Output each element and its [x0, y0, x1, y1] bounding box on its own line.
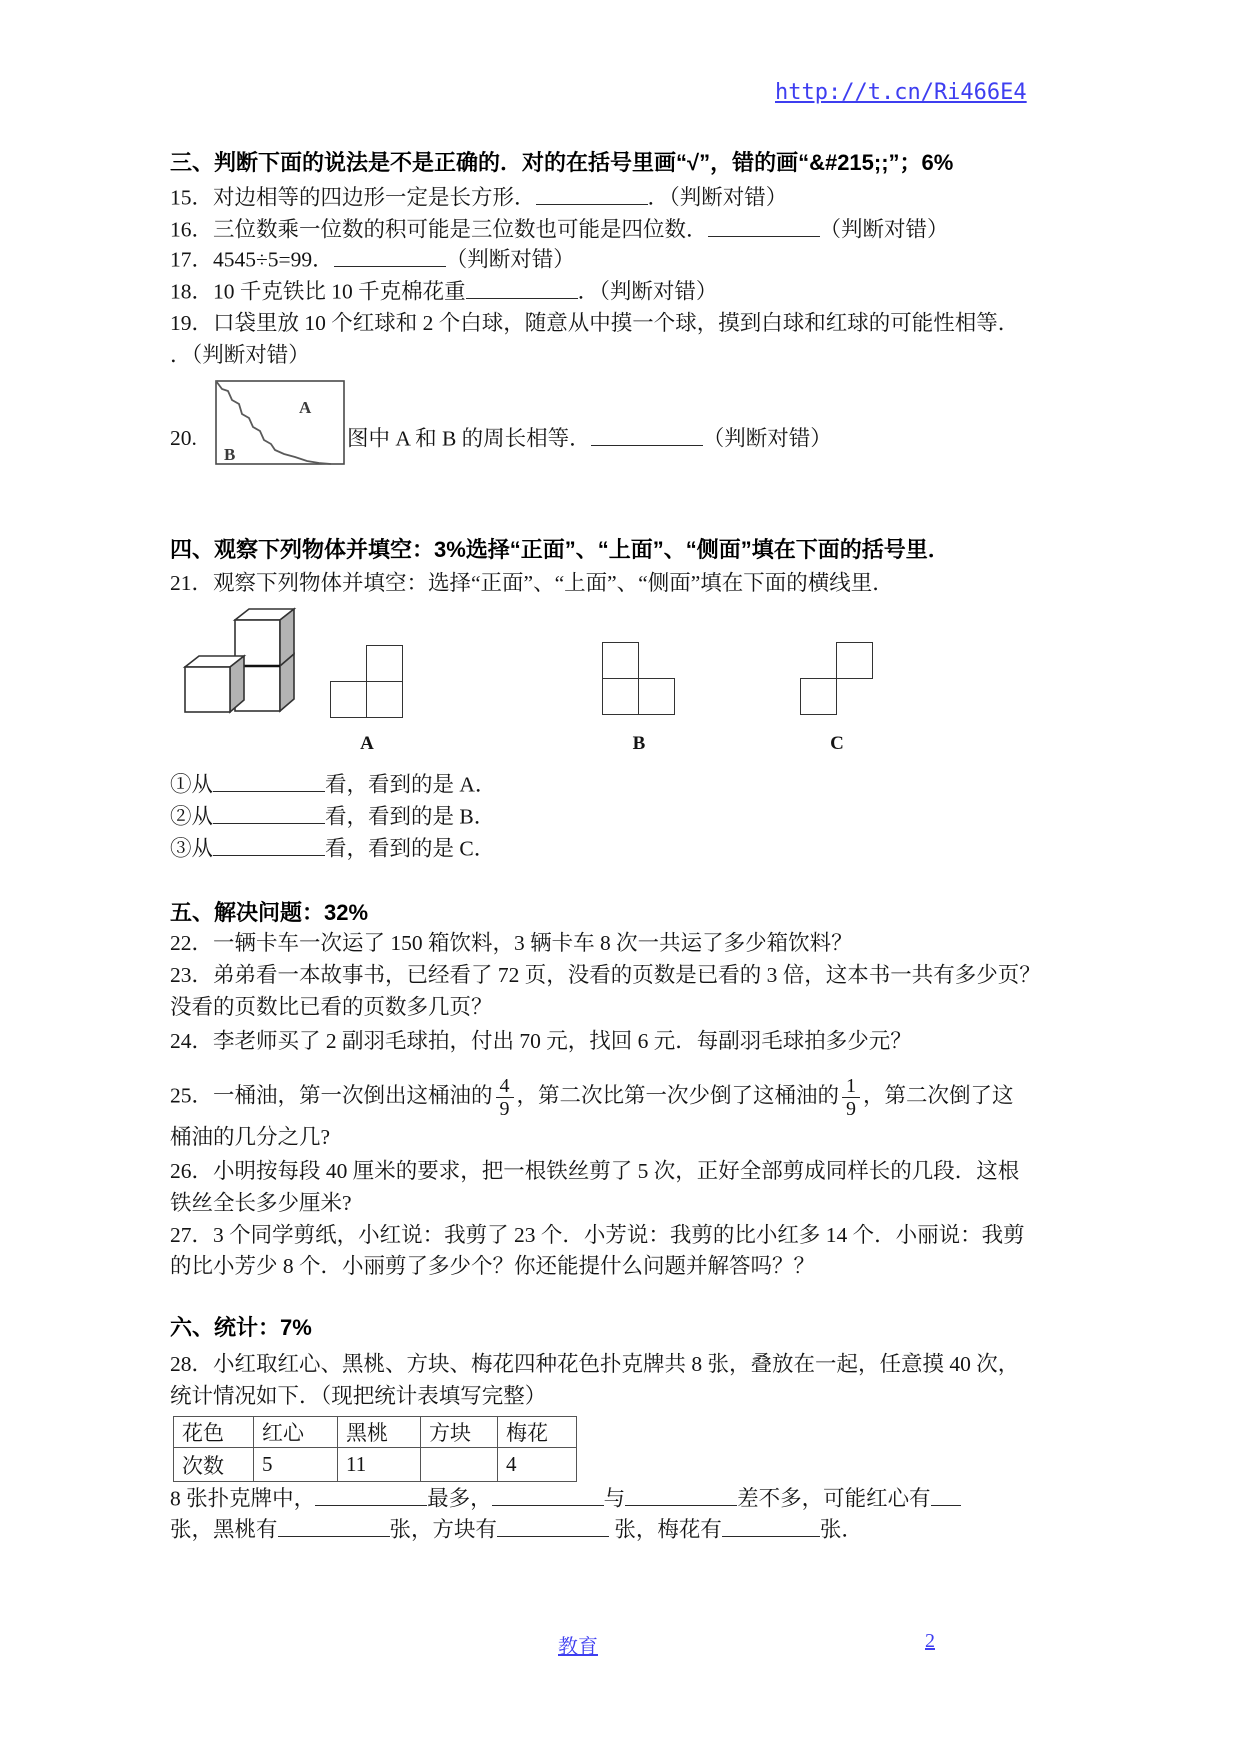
obs1-post: 看，看到的是 A．	[325, 772, 497, 797]
top-url-link[interactable]: http://t.cn/Ri466E4	[775, 80, 1027, 105]
view-c-square	[836, 642, 873, 679]
q21-observation-1	[170, 769, 496, 800]
table-cell-count-label: 次数	[174, 1448, 254, 1482]
view-a-square	[366, 645, 403, 682]
view-figure-c	[800, 642, 874, 716]
q16-tail: （判断对错）	[819, 217, 949, 242]
footer-page-number[interactable]: 2	[925, 1630, 935, 1652]
figure-c-label: C	[830, 733, 844, 754]
question-28-line2: 统计情况如下．（现把统计表填写完整）	[170, 1384, 547, 1408]
table-cell-diamonds: 方块	[421, 1417, 498, 1448]
question-20	[347, 423, 832, 454]
table-cell-diamonds-count	[421, 1448, 498, 1482]
q20-text: 图中 A 和 B 的周长相等．	[347, 426, 591, 451]
view-b-square	[638, 678, 675, 715]
fill2-p3: 张，梅花有	[609, 1517, 722, 1542]
fill1-blank-1	[315, 1483, 427, 1506]
obs3-pre: ③从	[170, 836, 214, 861]
question-22: 22．一辆卡车一次运了 150 箱饮料，3 辆卡车 8 次一共运了多少箱饮料？	[170, 931, 853, 955]
obs3-blank	[213, 833, 325, 856]
q20-region-a-label: A	[299, 398, 312, 417]
view-c-square	[800, 678, 837, 715]
fill2-p4: 张．	[819, 1517, 863, 1542]
fraction-denominator: 9	[846, 1098, 857, 1120]
q17-tail: （判断对错）	[445, 247, 575, 272]
section3-title: 三、判断下面的说法是不是正确的．对的在括号里画“√”，错的画“&#215;;”；6%	[170, 150, 954, 175]
fraction-numerator: 4	[496, 1075, 514, 1098]
question-26-line1: 26．小明按每段 40 厘米的要求，把一根铁丝剪了 5 次，正好全部剪成同样长的几段．这根	[170, 1159, 1020, 1183]
figure-b-label: B	[632, 733, 646, 754]
obs2-blank	[213, 801, 325, 824]
fill1-p2: 最多，	[427, 1486, 492, 1511]
table-cell-hearts-count: 5	[254, 1448, 338, 1482]
fraction-1-9	[842, 1075, 860, 1120]
q20-region-b-label: B	[224, 445, 236, 464]
view-figure-b	[602, 642, 676, 716]
footer-page-number-wrap	[925, 1630, 935, 1653]
q28-statistics-table	[173, 1416, 577, 1482]
view-a-square	[366, 681, 403, 718]
q18-text: 18．10 千克铁比 10 千克棉花重	[170, 279, 466, 304]
q18-tail: ．（判断对错）	[577, 279, 718, 304]
fill1-blank-4	[931, 1483, 961, 1506]
view-a-square	[330, 681, 367, 718]
footer-education-link-wrap	[558, 1630, 598, 1659]
fill1-p4: 差不多，可能红心有	[737, 1486, 931, 1511]
question-25-line1	[170, 1075, 1014, 1120]
q17-text: 17．4545÷5=99．	[170, 247, 334, 272]
q20-figure-svg	[215, 380, 345, 465]
question-25-line2: 桶油的几分之几?	[170, 1125, 331, 1149]
question-19-line2: ．（判断对错）	[170, 343, 310, 367]
fill2-blank-1	[278, 1514, 390, 1537]
q25-pre: 25．一桶油，第一次倒出这桶油的	[170, 1083, 493, 1108]
question-28-line1: 28．小红取红心、黑桃、方块、梅花四种花色扑克牌共 8 张，叠放在一起，任意摸 40 次，	[170, 1352, 1020, 1376]
obs2-pre: ②从	[170, 804, 214, 829]
fill2-p2: 张，方块有	[389, 1517, 498, 1542]
question-26-line2: 铁丝全长多少厘米?	[170, 1191, 352, 1215]
table-cell-spades: 黑桃	[338, 1417, 421, 1448]
question-23-line2: 没看的页数比已看的页数多几页？	[170, 995, 493, 1019]
section5-title: 五、解决问题：32%	[170, 900, 369, 925]
q16-text: 16．三位数乘一位数的积可能是三位数也可能是四位数．	[170, 217, 708, 242]
q20-tail: （判断对错）	[702, 426, 832, 451]
view-figure-a	[330, 645, 404, 719]
q28-fill-line-1	[170, 1483, 961, 1514]
footer-education-link[interactable]: 教育	[558, 1636, 598, 1658]
obs1-blank	[213, 769, 325, 792]
q15-tail: ．（判断对错）	[647, 185, 788, 210]
q20-answer-blank	[591, 423, 703, 446]
q20-perimeter-figure	[215, 380, 345, 465]
left-cube-front-face	[185, 667, 230, 712]
question-17	[170, 244, 575, 275]
section6-title: 六、统计：7%	[170, 1315, 312, 1340]
q28-fill-line-2	[170, 1514, 863, 1545]
question-19-line1: 19．口袋里放 10 个红球和 2 个白球，随意从中摸一个球，摸到白球和红球的可能性相等．	[170, 311, 1020, 335]
fill2-blank-2	[497, 1514, 609, 1537]
fill1-p1: 8 张扑克牌中，	[170, 1486, 316, 1511]
fraction-4-9	[496, 1075, 514, 1120]
question-21: 21．观察下列物体并填空：选择“正面”、“上面”、“侧面”填在下面的横线里．	[170, 571, 894, 595]
q20-number: 20.	[170, 426, 197, 450]
question-23-line1: 23．弟弟看一本故事书，已经看了 72 页，没看的页数是已看的 3 倍，这本书一共有多少页？	[170, 963, 1041, 987]
q25-post: ，第二次倒了这	[863, 1083, 1014, 1108]
obs3-post: 看，看到的是 C．	[325, 836, 496, 861]
table-cell-hearts: 红心	[254, 1417, 338, 1448]
table-cell-spades-count: 11	[338, 1448, 421, 1482]
view-b-square	[602, 642, 639, 679]
obs1-pre: ①从	[170, 772, 214, 797]
q17-answer-blank	[334, 244, 446, 267]
question-27-line2: 的比小芳少 8 个．小丽剪了多少个？你还能提什么问题并解答吗？？	[170, 1254, 816, 1278]
q18-answer-blank	[466, 276, 578, 299]
table-header-row	[174, 1417, 577, 1448]
q21-observation-3	[170, 833, 495, 864]
obs2-post: 看，看到的是 B．	[325, 804, 496, 829]
question-27-line1: 27．3 个同学剪纸，小红说：我剪了 23 个．小芳说：我剪的比小红多 14 个．小丽说：我剪	[170, 1223, 1025, 1247]
table-cell-suit-label: 花色	[174, 1417, 254, 1448]
fill1-blank-2	[492, 1483, 604, 1506]
q15-answer-blank	[536, 182, 648, 205]
top-url-link-wrap	[775, 80, 1027, 105]
table-cell-clubs: 梅花	[498, 1417, 577, 1448]
fill2-blank-3	[722, 1514, 820, 1537]
question-24: 24．李老师买了 2 副羽毛球拍，付出 70 元，找回 6 元．每副羽毛球拍多少元？	[170, 1029, 912, 1053]
q21-observation-2	[170, 801, 495, 832]
question-18	[170, 276, 717, 307]
question-15	[170, 182, 787, 213]
q16-answer-blank	[708, 214, 820, 237]
fraction-numerator: 1	[842, 1075, 860, 1098]
fill1-p3: 与	[603, 1486, 626, 1511]
fill1-blank-3	[625, 1483, 737, 1506]
cube-stack-svg	[180, 606, 315, 730]
view-b-square	[602, 678, 639, 715]
question-16	[170, 214, 949, 245]
section4-title: 四、观察下列物体并填空：3%选择“正面”、“上面”、“侧面”填在下面的括号里．	[170, 537, 950, 562]
fill2-p1: 张，黑桃有	[170, 1517, 278, 1542]
q15-text: 15．对边相等的四边形一定是长方形．	[170, 185, 536, 210]
table-cell-clubs-count: 4	[498, 1448, 577, 1482]
table-value-row	[174, 1448, 577, 1482]
q21-cube-stack-figure	[180, 606, 315, 730]
figure-a-label: A	[360, 733, 374, 754]
fraction-denominator: 9	[499, 1098, 510, 1120]
q25-mid: ，第二次比第一次少倒了这桶油的	[516, 1083, 840, 1108]
